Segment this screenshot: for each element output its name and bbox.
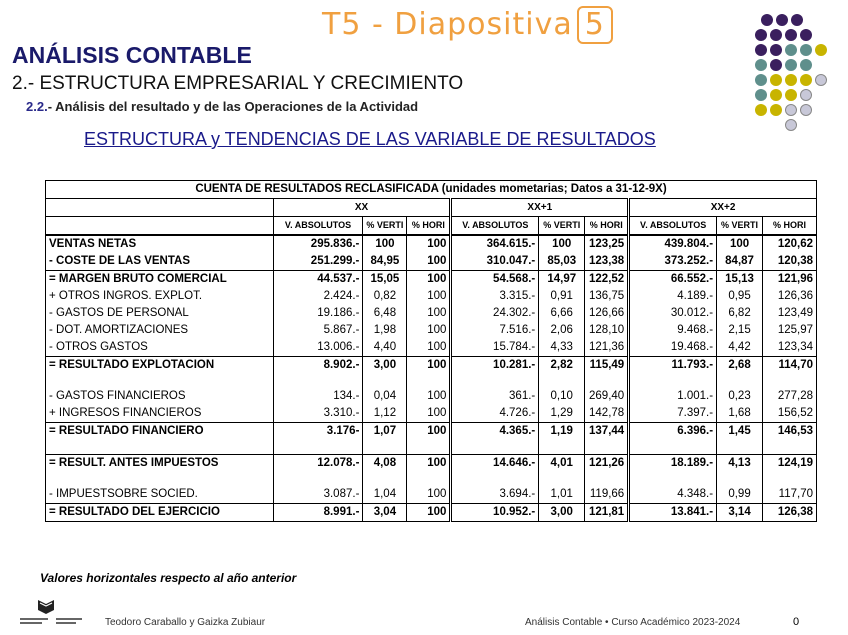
horizontal-percent: 120,62 <box>763 235 817 253</box>
dot-shape <box>800 74 812 86</box>
period-header: XX <box>273 199 451 217</box>
absolute-value: 134.- <box>273 388 363 405</box>
vertical-percent: 0,82 <box>363 288 407 305</box>
horizontal-percent: 100 <box>407 339 451 357</box>
horizontal-percent: 100 <box>407 357 451 375</box>
vertical-percent: 4,40 <box>363 339 407 357</box>
subheader: % HORI <box>585 217 629 236</box>
vertical-percent: 100 <box>717 235 763 253</box>
row-label: = RESULT. ANTES IMPUESTOS <box>46 455 274 473</box>
dot-shape <box>770 74 782 86</box>
absolute-value: 19.186.- <box>273 305 363 322</box>
absolute-value: 66.552.- <box>629 271 717 289</box>
vertical-percent: 15,13 <box>717 271 763 289</box>
horizontal-percent: 126,66 <box>585 305 629 322</box>
horizontal-percent: 121,96 <box>763 271 817 289</box>
vertical-percent: 1,04 <box>363 486 407 504</box>
section-number: 2.2. <box>26 99 48 114</box>
dot-shape <box>785 89 797 101</box>
dot-shape <box>761 14 773 26</box>
vertical-percent: 4,42 <box>717 339 763 357</box>
subheader: % VERTI <box>539 217 585 236</box>
vertical-percent: 2,68 <box>717 357 763 375</box>
vertical-percent: 85,03 <box>539 253 585 271</box>
horizontal-percent: 100 <box>407 388 451 405</box>
row-label: - GASTOS DE PERSONAL <box>46 305 274 322</box>
absolute-value: 3.694.- <box>451 486 539 504</box>
dot-shape <box>755 29 767 41</box>
absolute-value: 6.396.- <box>629 423 717 441</box>
dot-shape <box>800 89 812 101</box>
horizontal-percent: 269,40 <box>585 388 629 405</box>
subheader: % HORI <box>763 217 817 236</box>
dot-shape <box>755 104 767 116</box>
horizontal-percent: 120,38 <box>763 253 817 271</box>
absolute-value: 373.252.- <box>629 253 717 271</box>
table-row <box>46 305 817 322</box>
table-row <box>46 339 817 357</box>
vertical-percent: 84,95 <box>363 253 407 271</box>
vertical-percent: 15,05 <box>363 271 407 289</box>
horizontal-percent: 123,34 <box>763 339 817 357</box>
absolute-value: 7.516.- <box>451 322 539 339</box>
dot-shape <box>770 59 782 71</box>
absolute-value: 361.- <box>451 388 539 405</box>
absolute-value: 14.646.- <box>451 455 539 473</box>
horizontal-percent: 142,78 <box>585 405 629 423</box>
table-row <box>46 423 817 441</box>
row-label: - IMPUESTSOBRE SOCIED. <box>46 486 274 504</box>
vertical-percent: 3,00 <box>539 504 585 522</box>
table-row <box>46 271 817 289</box>
vertical-percent: 100 <box>363 235 407 253</box>
vertical-percent: 1,01 <box>539 486 585 504</box>
subheader: V. ABSOLUTOS <box>451 217 539 236</box>
vertical-percent: 84,87 <box>717 253 763 271</box>
row-label: - COSTE DE LAS VENTAS <box>46 253 274 271</box>
dot-shape <box>815 74 827 86</box>
dot-shape <box>785 44 797 56</box>
table-row <box>46 288 817 305</box>
absolute-value: 364.615.- <box>451 235 539 253</box>
vertical-percent: 1,29 <box>539 405 585 423</box>
absolute-value: 12.078.- <box>273 455 363 473</box>
vertical-percent: 100 <box>539 235 585 253</box>
absolute-value: 3.176- <box>273 423 363 441</box>
absolute-value: 1.001.- <box>629 388 717 405</box>
subheader: V. ABSOLUTOS <box>273 217 363 236</box>
table-row <box>46 455 817 473</box>
page-number: 0 <box>793 616 800 628</box>
dot-shape <box>800 29 812 41</box>
dot-shape <box>770 89 782 101</box>
slide-subtitle: 2.- ESTRUCTURA EMPRESARIAL Y CRECIMIENTO <box>12 73 464 94</box>
absolute-value: 11.793.- <box>629 357 717 375</box>
dot-shape <box>785 74 797 86</box>
absolute-value: 251.299.- <box>273 253 363 271</box>
absolute-value: 8.991.- <box>273 504 363 522</box>
row-label: + INGRESOS FINANCIEROS <box>46 405 274 423</box>
vertical-percent: 1,12 <box>363 405 407 423</box>
row-label: - DOT. AMORTIZACIONES <box>46 322 274 339</box>
dot-shape <box>776 14 788 26</box>
horizontal-percent: 123,38 <box>585 253 629 271</box>
absolute-value: 10.281.- <box>451 357 539 375</box>
table-row <box>46 253 817 271</box>
vertical-percent: 6,82 <box>717 305 763 322</box>
dot-shape <box>800 59 812 71</box>
horizontal-percent: 123,25 <box>585 235 629 253</box>
horizontal-percent: 115,49 <box>585 357 629 375</box>
vertical-percent: 4,33 <box>539 339 585 357</box>
table-row <box>46 388 817 405</box>
vertical-percent: 2,15 <box>717 322 763 339</box>
absolute-value: 19.468.- <box>629 339 717 357</box>
period-header: XX+2 <box>629 199 817 217</box>
absolute-value: 5.867.- <box>273 322 363 339</box>
horizontal-percent: 100 <box>407 455 451 473</box>
horizontal-percent: 119,66 <box>585 486 629 504</box>
horizontal-percent: 137,44 <box>585 423 629 441</box>
horizontal-percent: 124,19 <box>763 455 817 473</box>
horizontal-percent: 100 <box>407 253 451 271</box>
horizontal-percent: 100 <box>407 271 451 289</box>
vertical-percent: 4,13 <box>717 455 763 473</box>
subheader: V. ABSOLUTOS <box>629 217 717 236</box>
vertical-percent: 1,19 <box>539 423 585 441</box>
dot-shape <box>791 14 803 26</box>
vertical-percent: 6,66 <box>539 305 585 322</box>
absolute-value: 4.365.- <box>451 423 539 441</box>
vertical-percent: 4,08 <box>363 455 407 473</box>
dot-shape <box>800 44 812 56</box>
absolute-value: 3.087.- <box>273 486 363 504</box>
dot-shape <box>755 44 767 56</box>
row-label: - OTROS GASTOS <box>46 339 274 357</box>
horizontal-percent: 123,49 <box>763 305 817 322</box>
vertical-percent: 0,91 <box>539 288 585 305</box>
horizontal-percent: 156,52 <box>763 405 817 423</box>
horizontal-percent: 100 <box>407 504 451 522</box>
row-label: + OTROS INGROS. EXPLOT. <box>46 288 274 305</box>
vertical-percent: 3,04 <box>363 504 407 522</box>
absolute-value: 310.047.- <box>451 253 539 271</box>
dot-shape <box>755 59 767 71</box>
horizontal-percent: 100 <box>407 288 451 305</box>
absolute-value: 9.468.- <box>629 322 717 339</box>
slide-title: ANÁLISIS CONTABLE <box>12 42 252 68</box>
absolute-value: 8.902.- <box>273 357 363 375</box>
footer-course: Análisis Contable • Curso Académico 2023-2024 <box>525 617 741 628</box>
absolute-value: 30.012.- <box>629 305 717 322</box>
dot-shape <box>785 104 797 116</box>
period-header: XX+1 <box>451 199 629 217</box>
dot-shape <box>785 119 797 131</box>
horizontal-percent: 146,53 <box>763 423 817 441</box>
table-caption: CUENTA DE RESULTADOS RECLASIFICADA (unidades mometarias; Datos a 31-12-9X) <box>46 181 817 199</box>
row-label: = MARGEN BRUTO COMERCIAL <box>46 271 274 289</box>
vertical-percent: 4,01 <box>539 455 585 473</box>
horizontal-percent: 277,28 <box>763 388 817 405</box>
horizontal-percent: 100 <box>407 405 451 423</box>
horizontal-percent: 114,70 <box>763 357 817 375</box>
vertical-percent: 0,95 <box>717 288 763 305</box>
row-label: - GASTOS FINANCIEROS <box>46 388 274 405</box>
dot-shape <box>785 29 797 41</box>
row-label: = RESULTADO EXPLOTACION <box>46 357 274 375</box>
horizontal-percent: 125,97 <box>763 322 817 339</box>
horizontal-percent: 121,81 <box>585 504 629 522</box>
table-row <box>46 322 817 339</box>
vertical-percent: 14,97 <box>539 271 585 289</box>
horizontal-percent: 122,52 <box>585 271 629 289</box>
horizontal-percent: 121,36 <box>585 339 629 357</box>
vertical-percent: 1,45 <box>717 423 763 441</box>
absolute-value: 18.189.- <box>629 455 717 473</box>
absolute-value: 15.784.- <box>451 339 539 357</box>
dot-shape <box>770 29 782 41</box>
absolute-value: 2.424.- <box>273 288 363 305</box>
horizontal-percent: 128,10 <box>585 322 629 339</box>
vertical-percent: 6,48 <box>363 305 407 322</box>
vertical-percent: 0,04 <box>363 388 407 405</box>
dot-shape <box>755 89 767 101</box>
vertical-percent: 3,14 <box>717 504 763 522</box>
horizontal-percent: 100 <box>407 235 451 253</box>
horizontal-percent: 100 <box>407 486 451 504</box>
horizontal-percent: 100 <box>407 322 451 339</box>
table-row <box>46 504 817 522</box>
vertical-percent: 2,82 <box>539 357 585 375</box>
dot-shape <box>755 74 767 86</box>
absolute-value: 3.310.- <box>273 405 363 423</box>
absolute-value: 54.568.- <box>451 271 539 289</box>
vertical-percent: 0,10 <box>539 388 585 405</box>
table-row <box>46 486 817 504</box>
footer-authors: Teodoro Caraballo y Gaizka Zubiaur <box>105 617 266 628</box>
absolute-value: 10.952.- <box>451 504 539 522</box>
footnote: Valores horizontales respecto al año anterior <box>40 571 297 585</box>
absolute-value: 439.804.- <box>629 235 717 253</box>
dot-shape <box>770 104 782 116</box>
absolute-value: 13.841.- <box>629 504 717 522</box>
horizontal-percent: 126,38 <box>763 504 817 522</box>
table-row <box>46 405 817 423</box>
table-heading: ESTRUCTURA y TENDENCIAS DE LAS VARIABLE DE RESULTADOS <box>84 129 656 149</box>
vertical-percent: 2,06 <box>539 322 585 339</box>
vertical-percent: 1,07 <box>363 423 407 441</box>
dot-shape <box>770 44 782 56</box>
row-label: = RESULTADO FINANCIERO <box>46 423 274 441</box>
vertical-percent: 0,23 <box>717 388 763 405</box>
absolute-value: 13.006.- <box>273 339 363 357</box>
horizontal-percent: 136,75 <box>585 288 629 305</box>
dot-shape <box>785 59 797 71</box>
row-label: = RESULTADO DEL EJERCICIO <box>46 504 274 522</box>
university-logo-icon <box>18 598 98 628</box>
absolute-value: 7.397.- <box>629 405 717 423</box>
horizontal-percent: 117,70 <box>763 486 817 504</box>
vertical-percent: 1,68 <box>717 405 763 423</box>
absolute-value: 295.836.- <box>273 235 363 253</box>
handnote-boxed-number: 5 <box>577 6 613 44</box>
subheader: % HORI <box>407 217 451 236</box>
absolute-value: 44.537.- <box>273 271 363 289</box>
section-text: - Análisis del resultado y de las Operaciones de la Actividad <box>47 99 419 114</box>
horizontal-percent: 100 <box>407 423 451 441</box>
vertical-percent: 3,00 <box>363 357 407 375</box>
absolute-value: 3.315.- <box>451 288 539 305</box>
subheader: % VERTI <box>363 217 407 236</box>
vertical-percent: 1,98 <box>363 322 407 339</box>
decorative-dots-icon <box>755 14 835 134</box>
vertical-percent: 0,99 <box>717 486 763 504</box>
horizontal-percent: 100 <box>407 305 451 322</box>
table-row <box>46 357 817 375</box>
section-title <box>26 99 418 114</box>
horizontal-percent: 121,26 <box>585 455 629 473</box>
absolute-value: 24.302.- <box>451 305 539 322</box>
horizontal-percent: 126,36 <box>763 288 817 305</box>
absolute-value: 4.348.- <box>629 486 717 504</box>
absolute-value: 4.726.- <box>451 405 539 423</box>
subheader: % VERTI <box>717 217 763 236</box>
row-label: VENTAS NETAS <box>46 235 274 253</box>
absolute-value: 4.189.- <box>629 288 717 305</box>
table-row <box>46 235 817 253</box>
handnote-text: T5 - Diapositiva <box>322 7 573 42</box>
handwritten-annotation <box>322 6 613 44</box>
dot-shape <box>800 104 812 116</box>
dot-shape <box>815 44 827 56</box>
income-statement-table <box>45 180 817 522</box>
